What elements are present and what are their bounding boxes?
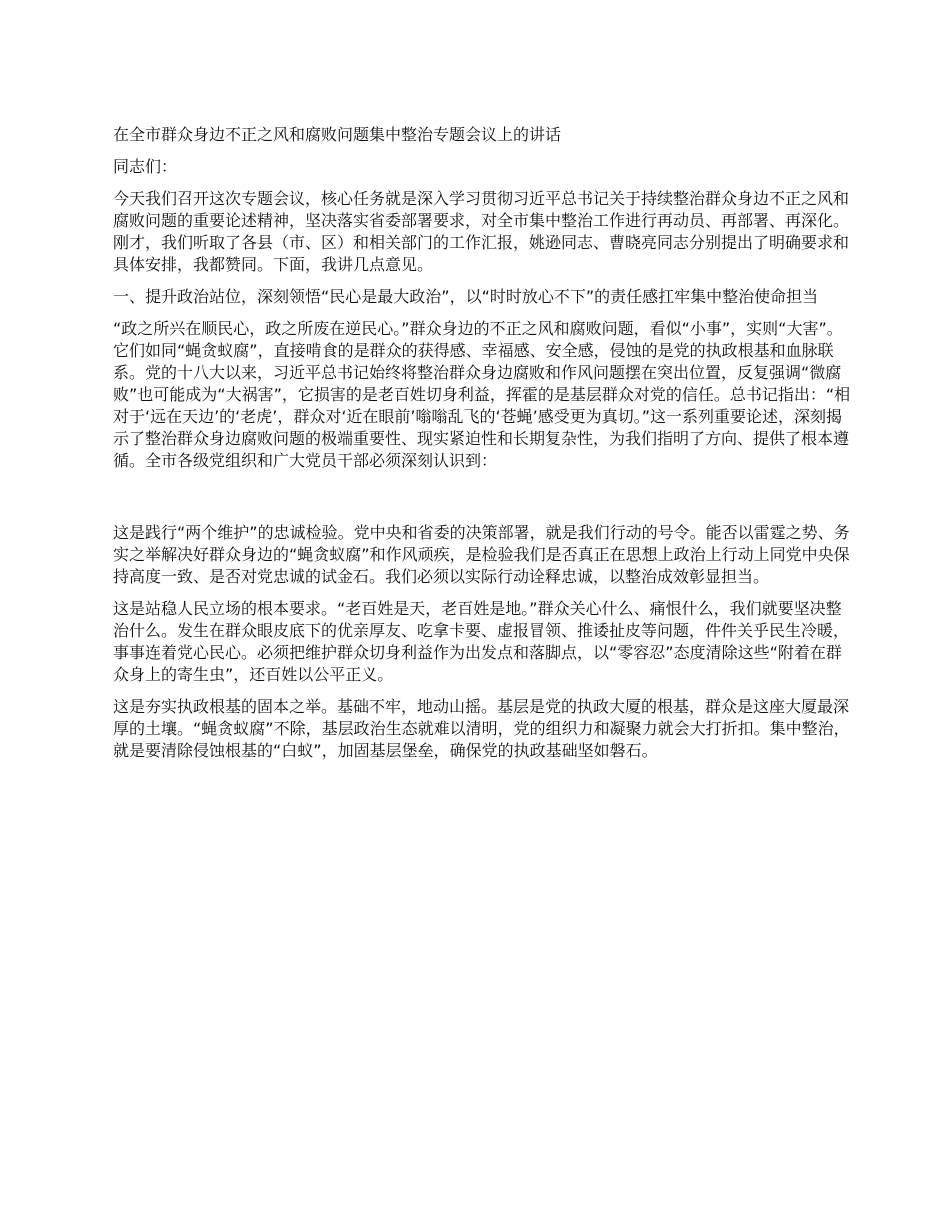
blank-space (113, 482, 853, 522)
paragraph-intro: 今天我们召开这次专题会议，核心任务就是深入学习贯彻习近平总书记关于持续整治群众身边不正之风和腐败问题的重要论述精神，坚决落实省委部署要求，对全市集中整治工作进行再动员、再部署、再深化。刚才，我们听取了各县（市、区）和相关部门的工作汇报，姚逊同志、曹晓亮同志分别提出了明确要求和具体安排，我都赞同。下面，我讲几点意见。 (113, 189, 850, 274)
document-title: 在全市群众身边不正之风和腐败问题集中整治专题会议上的讲话 (113, 125, 562, 144)
paragraph-loyalty: 这是践行“两个维护”的忠诚检验。党中央和省委的决策部署，就是我们行动的号令。能否以雷霆之势、务实之举解决好群众身边的“蝇贪蚁腐”和作风顽疾，是检验我们是否真正在思想上政治上行动上同党中央保持高度一致、是否对党忠诚的试金石。我们必须以实际行动诠释忠诚，以整治成效彰显担当。 (113, 523, 850, 586)
salutation: 同志们： (113, 157, 178, 176)
paragraph-people: 这是站稳人民立场的根本要求。“老百姓是天，老百姓是地。”群众关心什么、痛恨什么，我们就要坚决整治什么。发生在群众眼皮底下的优亲厚友、吃拿卡要、虚报冒领、推诿扯皮等问题，件件关乎民生冷暖，事事连着党心民心。必须把维护群众切身利益作为出发点和落脚点，以“零容忍”态度清除这些“附着在群众身上的寄生虫”，还百姓以公平正义。 (113, 599, 850, 684)
paragraph-foundation: 这是夯实执政根基的固本之举。基础不牢，地动山摇。基层是党的执政大厦的根基，群众是这座大厦最深厚的土壤。“蝇贪蚁腐”不除，基层政治生态就难以清明，党的组织力和凝聚力就会大打折扣。集中整治，就是要清除侵蚀根基的“白蚁”，加固基层堡垒，确保党的执政基础坚如磐石。 (113, 697, 850, 760)
document-body (113, 124, 853, 772)
section-heading-1: 一、提升政治站位，深刻领悟“民心是最大政治”，以“时时放心不下”的责任感扛牢集中整治使命担当 (113, 287, 819, 306)
paragraph-quote: “政之所兴在顺民心，政之所废在逆民心。”群众身边的不正之风和腐败问题，看似“小事”，实则“大害”。它们如同“蝇贪蚁腐”，直接啃食的是群众的获得感、幸福感、安全感，侵蚀的是党的执政根基和血脉联系。党的十八大以来，习近平总书记始终将整治群众身边腐败和作风问题摆在突出位置，反复强调“微腐败”也可能成为“大祸害”，它损害的是老百姓切身利益，挥霍的是基层群众对党的信任。总书记指出：“相对于‘远在天边’的‘老虎’，群众对‘近在眼前’嗡嗡乱飞的‘苍蝇’感受更为真切。”这一系列重要论述，深刻揭示了整治群众身边腐败问题的极端重要性、现实紧迫性和长期复杂性，为我们指明了方向、提供了根本遵循。全市各级党组织和广大党员干部必须深刻认识到： (113, 319, 851, 470)
